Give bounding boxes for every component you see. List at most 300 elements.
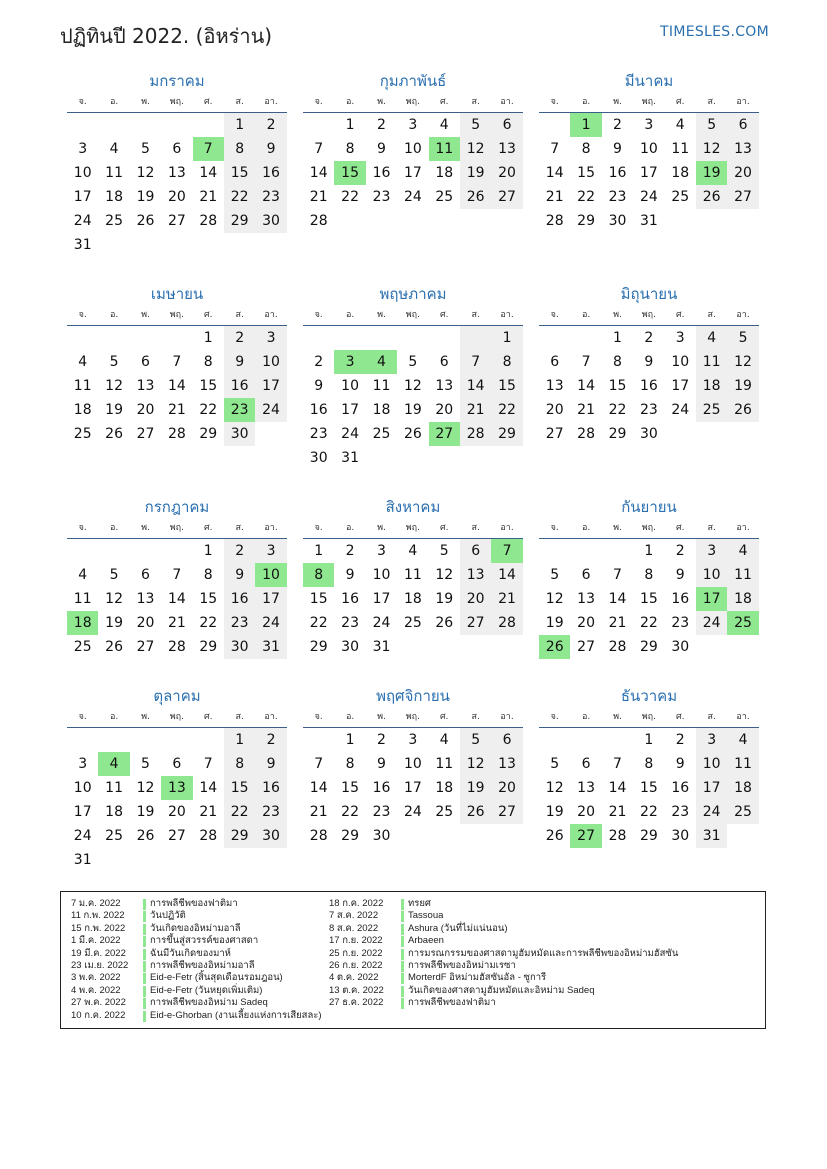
day-cell[interactable]: 3 [696, 728, 727, 752]
day-cell[interactable]: 28 [491, 611, 522, 635]
day-cell[interactable]: 8 [345, 141, 355, 157]
day-cell[interactable]: 29 [341, 828, 359, 844]
day-cell[interactable]: 25 [105, 828, 123, 844]
day-cell[interactable]: 23 [671, 615, 690, 631]
day-cell[interactable]: 24 [671, 402, 690, 418]
day-cell[interactable]: 7 [613, 756, 622, 772]
day-cell[interactable]: 11 [73, 378, 92, 394]
day-cell[interactable]: 6 [581, 756, 591, 772]
day-cell[interactable]: 14 [167, 378, 186, 394]
day-cell[interactable]: 20 [727, 161, 758, 185]
day-cell[interactable]: 16 [671, 591, 690, 607]
day-cell[interactable]: 17 [639, 165, 658, 181]
day-cell[interactable]: 28 [577, 426, 595, 442]
day-cell[interactable]: 9 [224, 563, 255, 587]
day-cell[interactable]: 14 [545, 165, 564, 181]
day-cell[interactable]: 15 [309, 591, 328, 607]
day-cell[interactable]: 24 [255, 398, 286, 422]
day-cell[interactable]: 13 [545, 378, 564, 394]
day-cell[interactable]: 20 [167, 189, 186, 205]
day-cell[interactable]: 22 [199, 615, 218, 631]
day-cell[interactable]: 19 [727, 374, 758, 398]
day-cell[interactable]: 31 [73, 852, 92, 868]
day-cell[interactable]: 7 [581, 354, 591, 370]
day-cell[interactable]: 26 [105, 639, 123, 655]
day-cell[interactable]: 6 [141, 354, 150, 370]
day-cell[interactable]: 2 [675, 732, 685, 748]
day-cell[interactable]: 27 [167, 828, 186, 844]
day-cell[interactable]: 3 [408, 732, 418, 748]
day-cell[interactable]: 14 [199, 165, 218, 181]
day-cell[interactable]: 30 [639, 426, 658, 442]
day-cell[interactable]: 13 [136, 378, 155, 394]
day-cell[interactable]: 4 [109, 141, 119, 157]
day-cell[interactable]: 11 [403, 567, 422, 583]
day-cell[interactable]: 1 [203, 330, 213, 346]
day-cell[interactable]: 17 [671, 378, 690, 394]
day-cell[interactable]: 30 [224, 635, 255, 659]
day-cell[interactable]: 27 [429, 422, 460, 446]
day-cell[interactable]: 29 [639, 639, 658, 655]
day-cell[interactable]: 29 [608, 426, 627, 442]
day-cell[interactable]: 21 [199, 804, 218, 820]
day-cell[interactable]: 20 [435, 402, 454, 418]
day-cell[interactable]: 27 [460, 611, 491, 635]
day-cell[interactable]: 5 [550, 567, 560, 583]
day-cell[interactable]: 28 [460, 422, 491, 446]
day-cell[interactable]: 14 [167, 591, 186, 607]
day-cell[interactable]: 23 [372, 189, 391, 205]
day-cell[interactable]: 6 [141, 567, 150, 583]
day-cell[interactable]: 21 [460, 398, 491, 422]
day-cell[interactable]: 17 [372, 591, 391, 607]
day-cell[interactable]: 10 [372, 567, 391, 583]
day-cell[interactable]: 31 [73, 237, 92, 253]
day-cell[interactable]: 25 [372, 426, 391, 442]
day-cell[interactable]: 25 [105, 213, 123, 229]
day-cell[interactable]: 3 [255, 539, 286, 563]
day-cell[interactable]: 22 [224, 185, 255, 209]
day-cell[interactable]: 17 [403, 165, 422, 181]
day-cell[interactable]: 18 [435, 780, 454, 796]
day-cell[interactable]: 21 [545, 189, 564, 205]
day-cell[interactable]: 1 [570, 113, 601, 137]
day-cell[interactable]: 6 [172, 141, 182, 157]
day-cell[interactable]: 1 [644, 732, 654, 748]
day-cell[interactable]: 15 [639, 591, 658, 607]
day-cell[interactable]: 8 [644, 567, 654, 583]
day-cell[interactable]: 29 [199, 426, 218, 442]
day-cell[interactable]: 12 [403, 378, 422, 394]
day-cell[interactable]: 18 [696, 374, 727, 398]
day-cell[interactable]: 25 [403, 615, 422, 631]
day-cell[interactable]: 5 [408, 354, 418, 370]
day-cell[interactable]: 20 [577, 804, 595, 820]
day-cell[interactable]: 30 [309, 450, 328, 466]
day-cell[interactable]: 13 [161, 776, 192, 800]
day-cell[interactable]: 15 [199, 591, 218, 607]
day-cell[interactable]: 9 [255, 137, 286, 161]
day-cell[interactable]: 11 [73, 591, 92, 607]
day-cell[interactable]: 3 [675, 330, 685, 346]
day-cell[interactable]: 25 [73, 426, 92, 442]
day-cell[interactable]: 31 [341, 450, 359, 466]
day-cell[interactable]: 12 [105, 378, 123, 394]
day-cell[interactable]: 24 [341, 426, 359, 442]
day-cell[interactable]: 18 [372, 402, 391, 418]
day-cell[interactable]: 28 [167, 639, 186, 655]
day-cell[interactable]: 24 [696, 611, 727, 635]
day-cell[interactable]: 20 [167, 804, 186, 820]
day-cell[interactable]: 1 [345, 732, 355, 748]
day-cell[interactable]: 27 [727, 185, 758, 209]
day-cell[interactable]: 26 [435, 615, 454, 631]
day-cell[interactable]: 2 [613, 117, 622, 133]
day-cell[interactable]: 5 [109, 354, 119, 370]
day-cell[interactable]: 10 [403, 756, 422, 772]
day-cell[interactable]: 13 [491, 752, 522, 776]
day-cell[interactable]: 12 [460, 752, 491, 776]
site-link[interactable]: TIMESLES.COM [660, 24, 769, 40]
day-cell[interactable]: 20 [136, 402, 155, 418]
day-cell[interactable]: 9 [377, 756, 386, 772]
day-cell[interactable]: 7 [203, 756, 213, 772]
day-cell[interactable]: 19 [136, 189, 155, 205]
day-cell[interactable]: 17 [403, 780, 422, 796]
day-cell[interactable]: 11 [435, 756, 454, 772]
day-cell[interactable]: 30 [255, 824, 286, 848]
day-cell[interactable]: 24 [372, 615, 391, 631]
day-cell[interactable]: 13 [491, 137, 522, 161]
day-cell[interactable]: 9 [314, 378, 324, 394]
day-cell[interactable]: 2 [314, 354, 324, 370]
day-cell[interactable]: 2 [255, 113, 286, 137]
day-cell[interactable]: 22 [224, 800, 255, 824]
day-cell[interactable]: 15 [199, 378, 218, 394]
day-cell[interactable]: 14 [309, 165, 328, 181]
day-cell[interactable]: 29 [224, 824, 255, 848]
day-cell[interactable]: 24 [639, 189, 658, 205]
day-cell[interactable]: 1 [203, 543, 213, 559]
day-cell[interactable]: 29 [224, 209, 255, 233]
day-cell[interactable]: 7 [172, 354, 182, 370]
day-cell[interactable]: 11 [372, 378, 391, 394]
day-cell[interactable]: 26 [105, 426, 123, 442]
day-cell[interactable]: 12 [545, 780, 564, 796]
day-cell[interactable]: 5 [550, 756, 560, 772]
day-cell[interactable]: 15 [577, 165, 595, 181]
day-cell[interactable]: 24 [255, 611, 286, 635]
day-cell[interactable]: 18 [73, 402, 92, 418]
day-cell[interactable]: 8 [203, 567, 213, 583]
day-cell[interactable]: 15 [608, 378, 627, 394]
day-cell[interactable]: 8 [203, 354, 213, 370]
day-cell[interactable]: 7 [314, 756, 324, 772]
day-cell[interactable]: 26 [539, 635, 570, 659]
day-cell[interactable]: 30 [341, 639, 359, 655]
day-cell[interactable]: 7 [193, 137, 224, 161]
day-cell[interactable]: 8 [491, 350, 522, 374]
day-cell[interactable]: 15 [491, 374, 522, 398]
day-cell[interactable]: 20 [491, 776, 522, 800]
day-cell[interactable]: 12 [460, 137, 491, 161]
day-cell[interactable]: 8 [581, 141, 591, 157]
day-cell[interactable]: 11 [671, 141, 690, 157]
day-cell[interactable]: 27 [491, 800, 522, 824]
day-cell[interactable]: 2 [377, 732, 386, 748]
day-cell[interactable]: 16 [639, 378, 658, 394]
day-cell[interactable]: 24 [403, 804, 422, 820]
day-cell[interactable]: 6 [491, 728, 522, 752]
day-cell[interactable]: 6 [172, 756, 182, 772]
day-cell[interactable]: 27 [136, 639, 155, 655]
day-cell[interactable]: 26 [460, 185, 491, 209]
day-cell[interactable]: 9 [613, 141, 622, 157]
day-cell[interactable]: 25 [671, 189, 690, 205]
day-cell[interactable]: 10 [696, 563, 727, 587]
day-cell[interactable]: 19 [460, 161, 491, 185]
day-cell[interactable]: 14 [491, 563, 522, 587]
day-cell[interactable]: 6 [491, 113, 522, 137]
day-cell[interactable]: 7 [550, 141, 560, 157]
day-cell[interactable]: 1 [314, 543, 324, 559]
day-cell[interactable]: 2 [345, 543, 355, 559]
day-cell[interactable]: 3 [334, 350, 365, 374]
day-cell[interactable]: 16 [255, 161, 286, 185]
day-cell[interactable]: 17 [255, 374, 286, 398]
day-cell[interactable]: 10 [255, 563, 286, 587]
day-cell[interactable]: 26 [545, 828, 564, 844]
day-cell[interactable]: 18 [105, 804, 123, 820]
day-cell[interactable]: 12 [136, 165, 155, 181]
day-cell[interactable]: 27 [167, 213, 186, 229]
day-cell[interactable]: 21 [608, 615, 627, 631]
day-cell[interactable]: 24 [73, 213, 92, 229]
day-cell[interactable]: 23 [224, 611, 255, 635]
day-cell[interactable]: 25 [73, 639, 92, 655]
day-cell[interactable]: 20 [136, 615, 155, 631]
day-cell[interactable]: 29 [639, 828, 658, 844]
day-cell[interactable]: 19 [545, 615, 564, 631]
day-cell[interactable]: 19 [545, 804, 564, 820]
day-cell[interactable]: 15 [639, 780, 658, 796]
day-cell[interactable]: 2 [377, 117, 386, 133]
day-cell[interactable]: 3 [255, 326, 286, 350]
day-cell[interactable]: 1 [224, 728, 255, 752]
day-cell[interactable]: 4 [78, 354, 88, 370]
day-cell[interactable]: 18 [67, 611, 98, 635]
day-cell[interactable]: 7 [491, 539, 522, 563]
day-cell[interactable]: 19 [105, 402, 123, 418]
day-cell[interactable]: 28 [309, 213, 328, 229]
day-cell[interactable]: 12 [435, 567, 454, 583]
day-cell[interactable]: 2 [224, 326, 255, 350]
day-cell[interactable]: 10 [73, 165, 92, 181]
day-cell[interactable]: 28 [608, 828, 627, 844]
day-cell[interactable]: 21 [309, 804, 328, 820]
day-cell[interactable]: 22 [199, 402, 218, 418]
day-cell[interactable]: 3 [644, 117, 654, 133]
day-cell[interactable]: 11 [429, 137, 460, 161]
day-cell[interactable]: 30 [671, 828, 690, 844]
day-cell[interactable]: 24 [403, 189, 422, 205]
day-cell[interactable]: 26 [403, 426, 422, 442]
day-cell[interactable]: 22 [341, 804, 359, 820]
day-cell[interactable]: 8 [613, 354, 622, 370]
day-cell[interactable]: 7 [613, 567, 622, 583]
day-cell[interactable]: 15 [341, 780, 359, 796]
day-cell[interactable]: 14 [199, 780, 218, 796]
day-cell[interactable]: 30 [372, 828, 391, 844]
day-cell[interactable]: 10 [671, 354, 690, 370]
day-cell[interactable]: 5 [141, 756, 150, 772]
day-cell[interactable]: 1 [644, 543, 654, 559]
day-cell[interactable]: 29 [577, 213, 595, 229]
day-cell[interactable]: 5 [109, 567, 119, 583]
day-cell[interactable]: 11 [696, 350, 727, 374]
day-cell[interactable]: 11 [727, 563, 758, 587]
day-cell[interactable]: 25 [696, 398, 727, 422]
day-cell[interactable]: 8 [345, 756, 355, 772]
day-cell[interactable]: 5 [696, 113, 727, 137]
day-cell[interactable]: 29 [491, 422, 522, 446]
day-cell[interactable]: 23 [309, 426, 328, 442]
day-cell[interactable]: 16 [309, 402, 328, 418]
day-cell[interactable]: 22 [491, 398, 522, 422]
day-cell[interactable]: 23 [608, 189, 627, 205]
day-cell[interactable]: 4 [98, 752, 129, 776]
day-cell[interactable]: 18 [403, 591, 422, 607]
day-cell[interactable]: 27 [491, 185, 522, 209]
day-cell[interactable]: 20 [491, 161, 522, 185]
day-cell[interactable]: 26 [136, 828, 155, 844]
day-cell[interactable]: 14 [460, 374, 491, 398]
day-cell[interactable]: 1 [613, 330, 622, 346]
day-cell[interactable]: 2 [644, 330, 654, 346]
day-cell[interactable]: 2 [255, 728, 286, 752]
day-cell[interactable]: 13 [460, 563, 491, 587]
day-cell[interactable]: 15 [224, 776, 255, 800]
day-cell[interactable]: 24 [73, 828, 92, 844]
day-cell[interactable]: 18 [727, 587, 758, 611]
day-cell[interactable]: 23 [639, 402, 658, 418]
day-cell[interactable]: 31 [372, 639, 391, 655]
day-cell[interactable]: 31 [255, 635, 286, 659]
day-cell[interactable]: 8 [224, 137, 255, 161]
day-cell[interactable]: 10 [639, 141, 658, 157]
day-cell[interactable]: 28 [545, 213, 564, 229]
day-cell[interactable]: 16 [224, 374, 255, 398]
day-cell[interactable]: 8 [224, 752, 255, 776]
day-cell[interactable]: 16 [608, 165, 627, 181]
day-cell[interactable]: 23 [255, 800, 286, 824]
day-cell[interactable]: 4 [727, 539, 758, 563]
day-cell[interactable]: 10 [696, 752, 727, 776]
day-cell[interactable]: 4 [675, 117, 685, 133]
day-cell[interactable]: 4 [408, 543, 418, 559]
day-cell[interactable]: 13 [577, 780, 595, 796]
day-cell[interactable]: 4 [439, 732, 449, 748]
day-cell[interactable]: 30 [608, 213, 627, 229]
day-cell[interactable]: 27 [570, 824, 601, 848]
day-cell[interactable]: 19 [435, 591, 454, 607]
day-cell[interactable]: 30 [255, 209, 286, 233]
day-cell[interactable]: 8 [303, 563, 334, 587]
day-cell[interactable]: 28 [199, 828, 218, 844]
day-cell[interactable]: 18 [105, 189, 123, 205]
day-cell[interactable]: 16 [372, 780, 391, 796]
day-cell[interactable]: 25 [727, 800, 758, 824]
day-cell[interactable]: 27 [577, 639, 595, 655]
day-cell[interactable]: 13 [727, 137, 758, 161]
day-cell[interactable]: 21 [167, 615, 186, 631]
day-cell[interactable]: 26 [727, 398, 758, 422]
day-cell[interactable]: 6 [581, 567, 591, 583]
day-cell[interactable]: 14 [577, 378, 595, 394]
day-cell[interactable]: 9 [345, 567, 355, 583]
day-cell[interactable]: 17 [255, 587, 286, 611]
day-cell[interactable]: 27 [545, 426, 564, 442]
day-cell[interactable]: 5 [460, 728, 491, 752]
day-cell[interactable]: 4 [696, 326, 727, 350]
day-cell[interactable]: 5 [727, 326, 758, 350]
day-cell[interactable]: 27 [136, 426, 155, 442]
day-cell[interactable]: 4 [727, 728, 758, 752]
day-cell[interactable]: 4 [78, 567, 88, 583]
day-cell[interactable]: 31 [696, 824, 727, 848]
day-cell[interactable]: 13 [136, 591, 155, 607]
day-cell[interactable]: 30 [671, 639, 690, 655]
day-cell[interactable]: 22 [577, 189, 595, 205]
day-cell[interactable]: 14 [608, 780, 627, 796]
day-cell[interactable]: 12 [136, 780, 155, 796]
day-cell[interactable]: 23 [341, 615, 359, 631]
day-cell[interactable]: 9 [675, 756, 685, 772]
day-cell[interactable]: 17 [73, 189, 92, 205]
day-cell[interactable]: 26 [696, 185, 727, 209]
day-cell[interactable]: 22 [639, 804, 658, 820]
day-cell[interactable]: 24 [696, 800, 727, 824]
day-cell[interactable]: 18 [671, 165, 690, 181]
day-cell[interactable]: 23 [255, 185, 286, 209]
day-cell[interactable]: 19 [105, 615, 123, 631]
day-cell[interactable]: 13 [435, 378, 454, 394]
day-cell[interactable]: 25 [727, 611, 758, 635]
day-cell[interactable]: 23 [224, 398, 255, 422]
day-cell[interactable]: 26 [460, 800, 491, 824]
day-cell[interactable]: 23 [671, 804, 690, 820]
day-cell[interactable]: 25 [435, 189, 454, 205]
day-cell[interactable]: 9 [377, 141, 386, 157]
day-cell[interactable]: 8 [644, 756, 654, 772]
day-cell[interactable]: 21 [167, 402, 186, 418]
day-cell[interactable]: 5 [460, 113, 491, 137]
day-cell[interactable]: 17 [696, 776, 727, 800]
day-cell[interactable]: 12 [727, 350, 758, 374]
day-cell[interactable]: 19 [136, 804, 155, 820]
day-cell[interactable]: 22 [608, 402, 627, 418]
day-cell[interactable]: 16 [671, 780, 690, 796]
day-cell[interactable]: 21 [577, 402, 595, 418]
day-cell[interactable]: 1 [491, 326, 522, 350]
day-cell[interactable]: 16 [224, 587, 255, 611]
day-cell[interactable]: 20 [577, 615, 595, 631]
day-cell[interactable]: 28 [309, 828, 328, 844]
day-cell[interactable]: 17 [341, 402, 359, 418]
day-cell[interactable]: 9 [255, 752, 286, 776]
day-cell[interactable]: 22 [341, 189, 359, 205]
day-cell[interactable]: 22 [639, 615, 658, 631]
